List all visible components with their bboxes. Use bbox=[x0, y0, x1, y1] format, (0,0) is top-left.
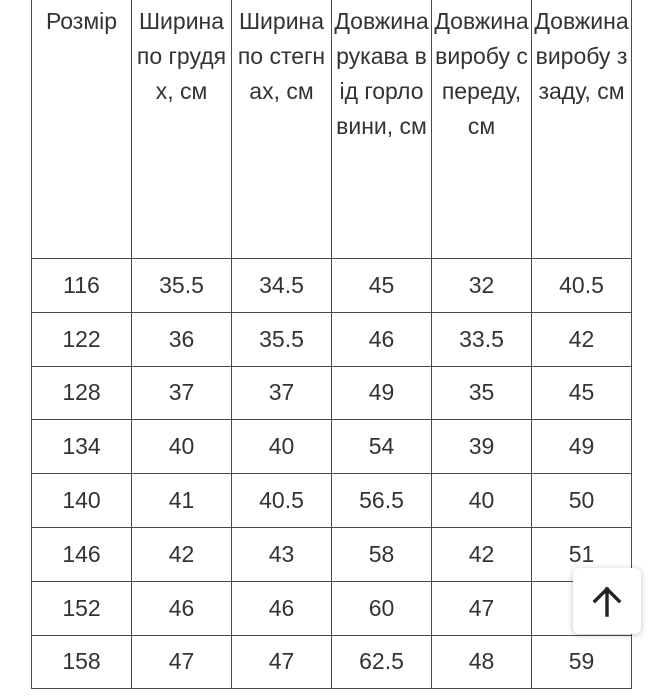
measurement-cell: 54 bbox=[332, 420, 432, 474]
measurement-cell: 45 bbox=[532, 366, 632, 420]
measurement-cell: 50 bbox=[532, 474, 632, 528]
table-header-row bbox=[32, 0, 632, 259]
table-row bbox=[32, 366, 632, 420]
measurement-cell: 42 bbox=[432, 527, 532, 581]
measurement-cell: 60 bbox=[332, 581, 432, 635]
measurement-cell: 37 bbox=[232, 366, 332, 420]
measurement-cell: 40 bbox=[232, 420, 332, 474]
table-row bbox=[32, 474, 632, 528]
header-sleeve-length: Довжина рукава від горловини, см bbox=[332, 0, 432, 259]
header-hip-width: Ширина по стегнах, см bbox=[232, 0, 332, 259]
measurement-cell: 35.5 bbox=[232, 312, 332, 366]
measurement-cell: 33.5 bbox=[432, 312, 532, 366]
measurement-cell: 47 bbox=[432, 581, 532, 635]
measurement-cell: 40.5 bbox=[232, 474, 332, 528]
measurement-cell: 34.5 bbox=[232, 259, 332, 313]
measurement-cell: 35 bbox=[432, 366, 532, 420]
measurement-cell: 37 bbox=[132, 366, 232, 420]
measurement-cell: 45 bbox=[332, 259, 432, 313]
header-front-length: Довжина виробу спереду, см bbox=[432, 0, 532, 259]
header-chest-width: Ширина по грудях, см bbox=[132, 0, 232, 259]
size-cell: 158 bbox=[32, 635, 132, 689]
measurement-cell: 40 bbox=[432, 474, 532, 528]
measurement-cell: 46 bbox=[232, 581, 332, 635]
size-cell: 140 bbox=[32, 474, 132, 528]
measurement-cell: 47 bbox=[232, 635, 332, 689]
measurement-cell: 49 bbox=[532, 420, 632, 474]
measurement-cell: 46 bbox=[332, 312, 432, 366]
measurement-cell: 51 bbox=[532, 527, 632, 581]
arrow-up-icon bbox=[590, 584, 624, 618]
size-cell: 134 bbox=[32, 420, 132, 474]
size-cell: 122 bbox=[32, 312, 132, 366]
size-chart-table bbox=[31, 0, 632, 689]
table-row bbox=[32, 259, 632, 313]
table-row bbox=[32, 312, 632, 366]
table-row bbox=[32, 527, 632, 581]
measurement-cell: 49 bbox=[332, 366, 432, 420]
header-back-length: Довжина виробу ззаду, см bbox=[532, 0, 632, 259]
measurement-cell: 32 bbox=[432, 259, 532, 313]
measurement-cell: 36 bbox=[132, 312, 232, 366]
measurement-cell: 59 bbox=[532, 635, 632, 689]
measurement-cell: 48 bbox=[432, 635, 532, 689]
measurement-cell: 43 bbox=[232, 527, 332, 581]
table-row bbox=[32, 635, 632, 689]
size-cell: 146 bbox=[32, 527, 132, 581]
size-cell: 152 bbox=[32, 581, 132, 635]
measurement-cell: 42 bbox=[132, 527, 232, 581]
measurement-cell: 47 bbox=[132, 635, 232, 689]
measurement-cell: 41 bbox=[132, 474, 232, 528]
measurement-cell: 56.5 bbox=[332, 474, 432, 528]
measurement-cell: 40.5 bbox=[532, 259, 632, 313]
size-cell: 116 bbox=[32, 259, 132, 313]
measurement-cell: 39 bbox=[432, 420, 532, 474]
table-row bbox=[32, 420, 632, 474]
measurement-cell: 35.5 bbox=[132, 259, 232, 313]
header-size: Розмір bbox=[32, 0, 132, 259]
measurement-cell: 40 bbox=[132, 420, 232, 474]
table-row bbox=[32, 581, 632, 635]
scroll-to-top-button[interactable] bbox=[573, 568, 641, 634]
measurement-cell: 62.5 bbox=[332, 635, 432, 689]
measurement-cell: 46 bbox=[132, 581, 232, 635]
measurement-cell: 58 bbox=[332, 527, 432, 581]
measurement-cell: 42 bbox=[532, 312, 632, 366]
size-cell: 128 bbox=[32, 366, 132, 420]
